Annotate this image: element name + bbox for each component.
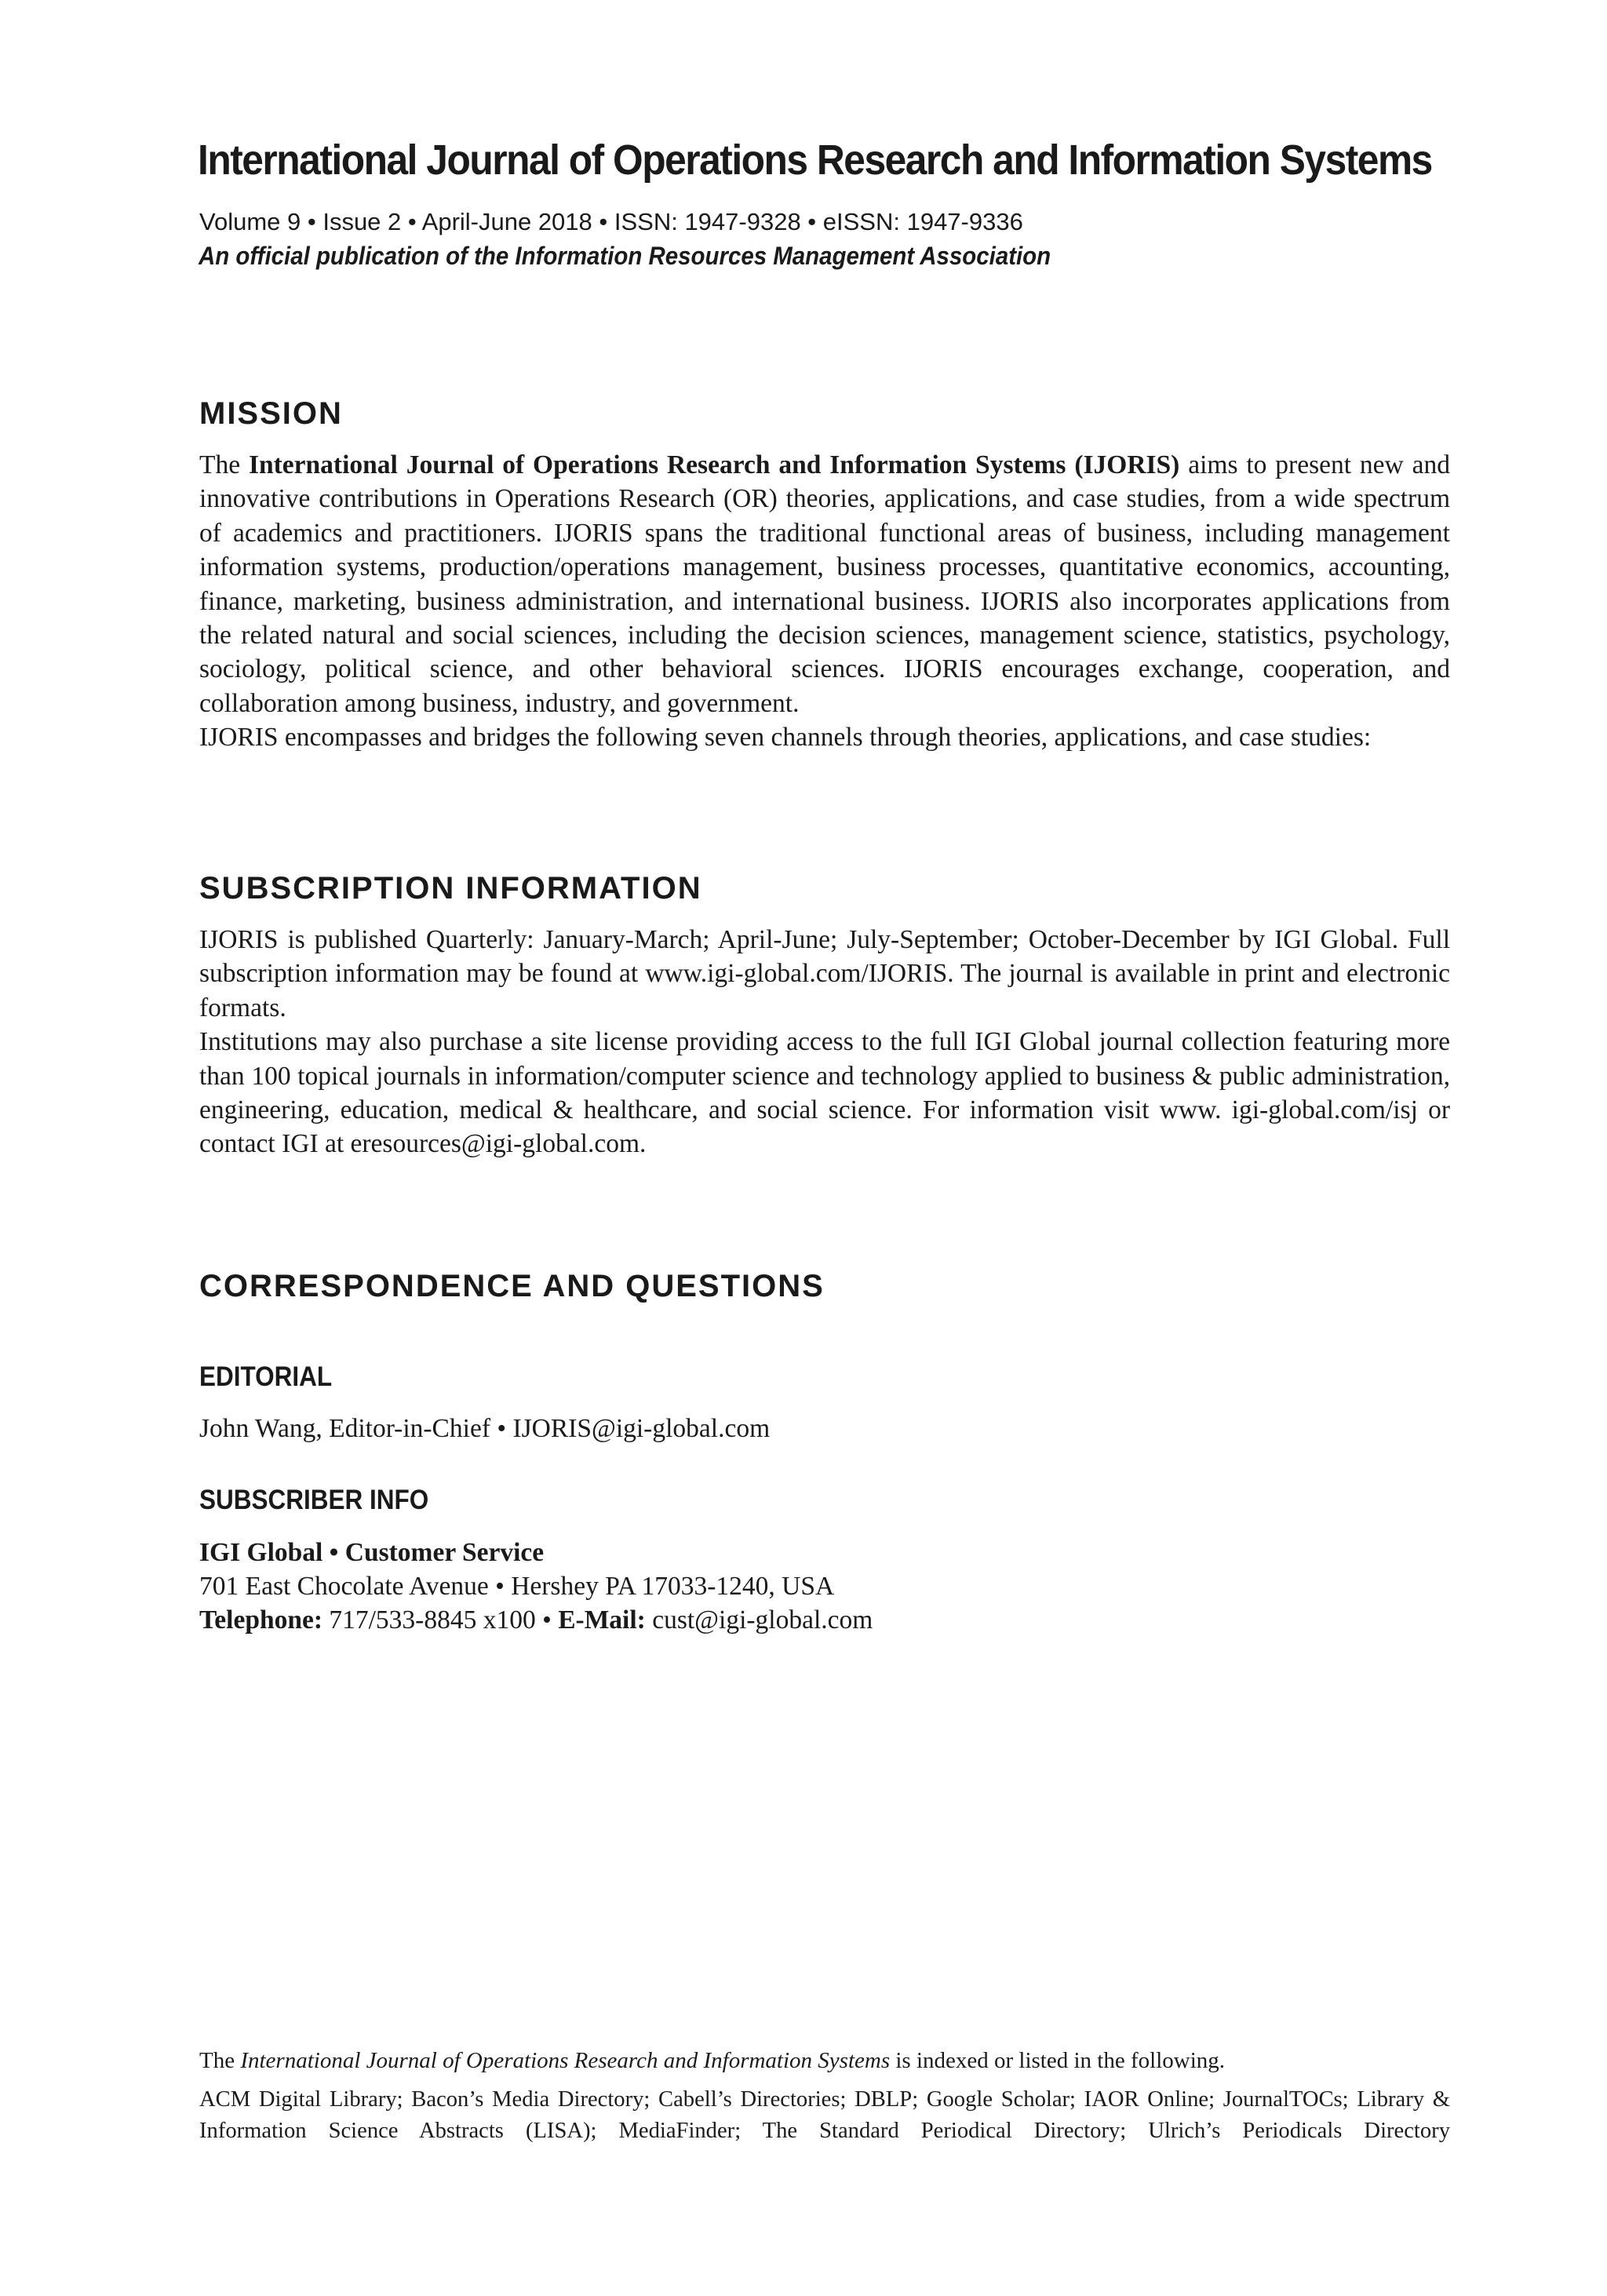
journal-title: International Journal of Operations Research and Information Systems xyxy=(198,137,1432,184)
indexing-list: ACM Digital Library; Bacon’s Media Directory; Cabell’s Directories; DBLP; Google Scholar; IAOR Online; JournalTOCs; Library & Information Science Abstracts (LISA); MediaFinder; The Standard Periodical Directory; Ulrich’s Periodicals Directory xyxy=(199,2087,1450,2143)
editorial-contact: John Wang, Editor-in-Chief • IJORIS@igi-global.com xyxy=(199,1414,771,1443)
mission-paragraph-text: aims to present new and innovative contributions in Operations Research (OR) theories, applications, and case studies, from a wide spectrum of academics and practitioners. IJORIS spans the traditional functional areas of business, including management information systems, production/operations management, business processes, quantitative economics, accounting, finance, marketing, business administration, and international business. IJORIS also incorporates applications from the related natural and social sciences, including the decision sciences, management science, statistics, psychology, sociology, political science, and other behavioral sciences. IJORIS encourages exchange, cooperation, and collaboration among business, industry, and government. xyxy=(199,450,1450,718)
indexing-footer xyxy=(199,2045,1450,2147)
email-label: E-Mail: xyxy=(558,1605,646,1635)
subscription-body xyxy=(199,923,1450,1161)
official-publication-line: An official publication of the Information Resources Management Association xyxy=(199,242,1051,270)
indexing-intro-the: The xyxy=(199,2048,241,2073)
subscriber-info-heading: SUBSCRIBER INFO xyxy=(199,1485,429,1515)
indexing-intro-rest: is indexed or listed in the following. xyxy=(890,2048,1225,2073)
subscription-heading: SUBSCRIPTION INFORMATION xyxy=(199,871,702,906)
subscription-paragraph-1: IJORIS is published Quarterly: January-March; April-June; July-September; October-December by IGI Global. Full subscription information may be found at www.igi-global.com/IJORIS. The journal is available in print and electronic formats. xyxy=(199,925,1450,1022)
telephone-value: 717/533-8845 x100 • xyxy=(322,1605,559,1635)
company-name: IGI Global • Customer Service xyxy=(199,1538,545,1567)
correspondence-heading: CORRESPONDENCE AND QUESTIONS xyxy=(199,1269,825,1303)
telephone-email-line xyxy=(199,1603,873,1637)
mission-channels-paragraph: IJORIS encompasses and bridges the following seven channels through theories, applications, and case studies: xyxy=(199,723,1372,753)
editorial-heading: EDITORIAL xyxy=(199,1361,333,1392)
indexing-intro xyxy=(199,2045,1450,2076)
email-value: cust@igi-global.com xyxy=(645,1605,873,1635)
address-line: 701 East Chocolate Avenue • Hershey PA 17033-1240, USA xyxy=(199,1572,835,1601)
mission-paragraph xyxy=(199,448,1450,720)
telephone-label: Telephone: xyxy=(199,1605,322,1635)
subscription-paragraph-2: Institutions may also purchase a site license providing access to the full IGI Global journal collection featuring more than 100 topical journals in information/computer science and technology applied to business & public administration, engineering, education, medical & healthcare, and social science. For information visit www. igi-global.com/isj or contact IGI at eresources@igi-global.com. xyxy=(199,1027,1450,1159)
journal-name-bold: International Journal of Operations Research and Information Systems (IJORIS) xyxy=(248,450,1180,479)
mission-intro: The xyxy=(199,450,249,479)
journal-name-italic: International Journal of Operations Research and Information Systems xyxy=(240,2048,891,2073)
mission-heading: MISSION xyxy=(199,396,343,431)
mission-body xyxy=(199,448,1450,755)
issue-info: Volume 9 • Issue 2 • April-June 2018 • ISSN: 1947-9328 • eISSN: 1947-9336 xyxy=(199,208,1023,235)
